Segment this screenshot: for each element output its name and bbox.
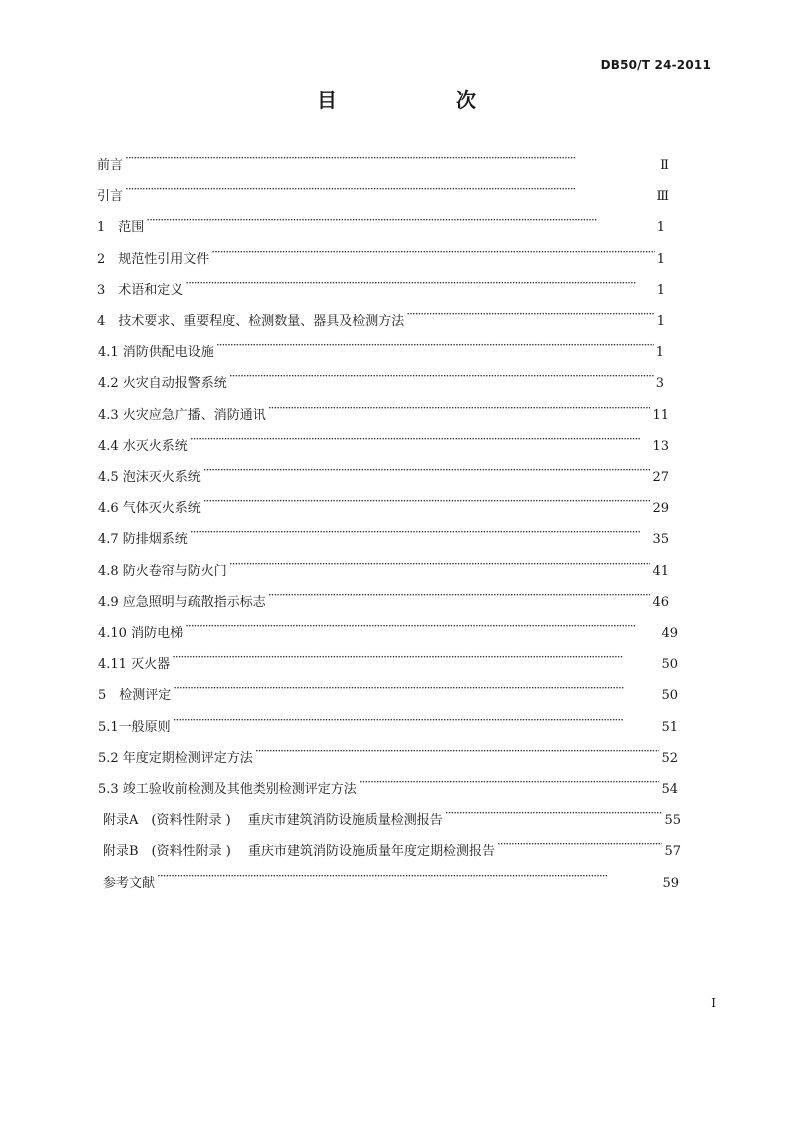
toc-entry-label: 5.2 年度定期检测评定方法 bbox=[98, 750, 253, 766]
toc-dot-leader bbox=[211, 243, 654, 263]
toc-entry-label: 附录A (资料性附录 ) 重庆市建筑消防设施质量检测报告 bbox=[103, 813, 443, 829]
toc-dot-leader bbox=[229, 367, 654, 387]
toc-entry-page: 50 bbox=[661, 657, 678, 673]
toc-entry-page: 59 bbox=[662, 875, 679, 891]
toc-entry[interactable] bbox=[98, 336, 664, 361]
toc-dot-leader bbox=[190, 430, 651, 450]
toc-entry-page: 1 bbox=[656, 314, 665, 329]
toc-entry[interactable] bbox=[98, 492, 669, 517]
page-number: I bbox=[711, 996, 716, 1010]
toc-entry[interactable] bbox=[98, 773, 678, 797]
toc-entry[interactable] bbox=[98, 742, 678, 766]
toc-entry[interactable] bbox=[97, 274, 665, 298]
toc-entry-label: 5 检测评定 bbox=[98, 688, 172, 704]
toc-entry[interactable] bbox=[98, 586, 669, 610]
toc-entry-page: 57 bbox=[664, 844, 681, 860]
toc-entry-label: 3 术语和定义 bbox=[97, 282, 184, 298]
toc-entry-label: 前言 bbox=[97, 158, 124, 173]
toc-entry-page: 35 bbox=[652, 532, 669, 548]
document-code: DB50/T 24-2011 bbox=[600, 58, 711, 72]
toc-dot-leader bbox=[173, 679, 659, 699]
toc-entry[interactable] bbox=[98, 711, 678, 735]
toc-entry[interactable] bbox=[98, 617, 678, 641]
toc-entry-label: 附录B (资料性附录 ) 重庆市建筑消防设施质量年度定期检测报告 bbox=[103, 844, 495, 860]
toc-entry-page: 41 bbox=[652, 563, 669, 579]
toc-entry-page: 27 bbox=[652, 470, 669, 485]
toc-entry-label: 1 范围 bbox=[97, 220, 145, 236]
toc-dot-leader bbox=[359, 773, 660, 793]
toc-entry[interactable] bbox=[98, 399, 669, 423]
toc-dot-leader bbox=[185, 617, 659, 637]
toc-entry-page: 1 bbox=[655, 345, 664, 361]
toc-entry[interactable] bbox=[103, 835, 681, 860]
toc-entry-label: 4.4 水灭火系统 bbox=[98, 438, 188, 454]
toc-entry-page: 13 bbox=[652, 438, 669, 454]
toc-dot-leader bbox=[203, 461, 651, 481]
toc-entry-page: 52 bbox=[661, 750, 678, 766]
toc-entry[interactable] bbox=[98, 679, 678, 704]
toc-entry-page: 49 bbox=[661, 626, 678, 641]
toc-entry[interactable] bbox=[97, 180, 669, 205]
toc-dot-leader bbox=[255, 742, 660, 762]
toc-entry[interactable] bbox=[98, 367, 664, 392]
toc-entry-page: Ⅱ bbox=[660, 158, 669, 173]
toc-entry-label: 4 技术要求、重要程度、检测数量、器具及检测方法 bbox=[97, 314, 405, 329]
toc-entry-page: 50 bbox=[661, 688, 678, 704]
toc-entry-page: 54 bbox=[661, 782, 678, 797]
toc-entry[interactable] bbox=[97, 211, 665, 236]
toc-entry-page: 11 bbox=[652, 407, 669, 423]
toc-entry-page: 55 bbox=[664, 813, 681, 829]
toc-entry-label: 4.5 泡沫灭火系统 bbox=[98, 470, 201, 485]
toc-entry-label: 4.11 灭火器 bbox=[98, 657, 171, 673]
toc-dot-leader bbox=[497, 835, 662, 855]
toc-entry-label: 4.2 火灾自动报警系统 bbox=[98, 376, 227, 392]
toc-dot-leader bbox=[268, 586, 651, 606]
toc-entry-page: 51 bbox=[661, 719, 678, 735]
toc-dot-leader bbox=[406, 305, 654, 325]
toc-entry[interactable] bbox=[98, 555, 669, 579]
toc-dot-leader bbox=[229, 555, 651, 575]
toc-entry-label: 4.10 消防电梯 bbox=[98, 626, 184, 641]
toc-entry-label: 4.9 应急照明与疏散指示标志 bbox=[98, 594, 266, 610]
toc-entry-label: 引言 bbox=[97, 189, 124, 205]
toc-dot-leader bbox=[125, 180, 654, 200]
toc-entry-page: 1 bbox=[656, 282, 665, 298]
toc-entry-page: 29 bbox=[652, 501, 669, 517]
toc-entry-label: 4.6 气体灭火系统 bbox=[98, 501, 201, 517]
toc-entry-label: 参考文献 bbox=[103, 875, 156, 891]
toc-dot-leader bbox=[216, 336, 654, 356]
toc-entry-label: 5.1一般原则 bbox=[98, 719, 171, 735]
toc-entry-page: Ⅲ bbox=[656, 189, 669, 205]
toc-dot-leader bbox=[173, 711, 660, 731]
toc-dot-leader bbox=[146, 211, 654, 231]
page-title: 目 次 bbox=[317, 88, 532, 112]
toc-entry[interactable] bbox=[103, 867, 679, 891]
toc-entry-page: 46 bbox=[652, 594, 669, 610]
toc-entry-page: 3 bbox=[655, 376, 664, 392]
toc-entry-label: 4.8 防火卷帘与防火门 bbox=[98, 563, 227, 579]
toc-entry[interactable] bbox=[98, 523, 669, 548]
toc-entry[interactable] bbox=[97, 305, 665, 329]
toc-dot-leader bbox=[268, 399, 651, 419]
toc-entry[interactable] bbox=[103, 804, 681, 829]
toc-dot-leader bbox=[157, 867, 660, 887]
toc-entry[interactable] bbox=[98, 648, 678, 673]
toc-entry-label: 4.3 火灾应急广播、消防通讯 bbox=[98, 407, 266, 423]
toc-dot-leader bbox=[445, 804, 663, 824]
toc-entry[interactable] bbox=[98, 430, 669, 454]
toc-entry-label: 5.3 竣工验收前检测及其他类别检测评定方法 bbox=[98, 782, 357, 797]
toc-entry[interactable] bbox=[98, 461, 669, 485]
toc-dot-leader bbox=[203, 492, 651, 512]
toc-entry-page: 1 bbox=[656, 220, 665, 236]
toc-entry-label: 4.7 防排烟系统 bbox=[98, 532, 188, 548]
toc-entry-page: 1 bbox=[656, 251, 665, 267]
toc-entry-label: 2 规范性引用文件 bbox=[97, 251, 210, 267]
toc-entry[interactable] bbox=[97, 149, 669, 173]
toc-dot-leader bbox=[172, 648, 659, 668]
toc-entry[interactable] bbox=[97, 243, 665, 267]
toc-entry-label: 4.1 消防供配电设施 bbox=[98, 345, 214, 361]
toc-dot-leader bbox=[125, 149, 658, 169]
toc-dot-leader bbox=[185, 274, 654, 294]
toc-dot-leader bbox=[190, 523, 651, 543]
